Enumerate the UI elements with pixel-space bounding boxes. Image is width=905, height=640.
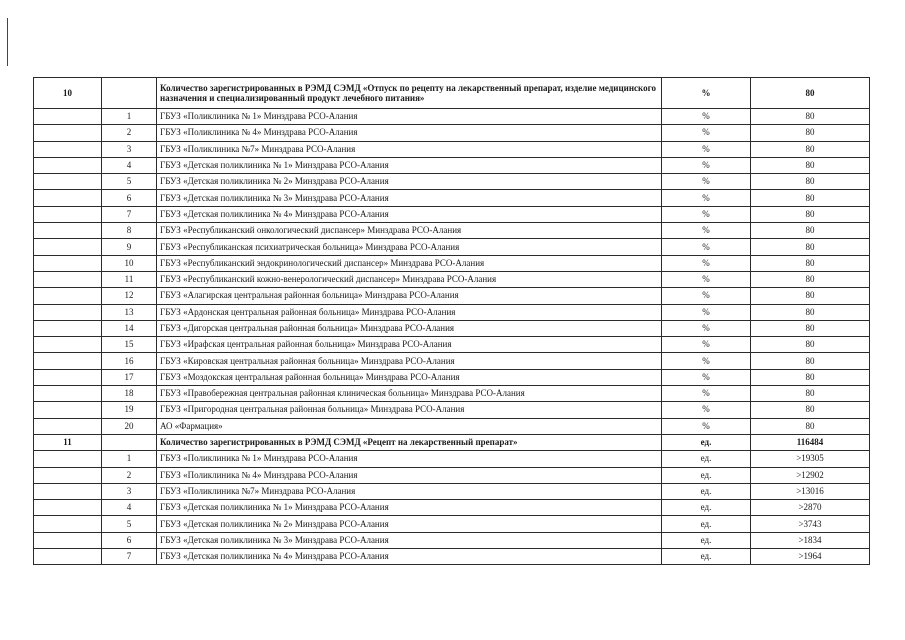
section-title: Количество зарегистрированных в РЭМД СЭМД «Отпуск по рецепту на лекарственный препарат, изделие медицинского назначения и специализированный продукт лечебного питания» [157,78,662,109]
table-row [34,418,870,434]
organization-name: ГБУЗ «Поликлиника № 4» Минздрава РСО-Алания [157,125,662,141]
row-unit: ед. [662,467,751,483]
section-number: 10 [34,78,102,109]
row-value: >1834 [751,532,870,548]
row-number: 7 [102,549,157,565]
organization-name: ГБУЗ «Детская поликлиника № 4» Минздрава РСО-Алания [157,549,662,565]
row-value: 80 [751,418,870,434]
row-value: >2870 [751,500,870,516]
row-unit: ед. [662,516,751,532]
organization-name: ГБУЗ «Поликлиника № 1» Минздрава РСО-Алания [157,451,662,467]
table-row [34,353,870,369]
row-number: 14 [102,320,157,336]
row-value: 80 [751,288,870,304]
row-unit: % [662,320,751,336]
row-unit: % [662,255,751,271]
row-number: 10 [102,255,157,271]
organization-name: АО «Фармация» [157,418,662,434]
row-value: >13016 [751,483,870,499]
row-value: 80 [751,157,870,173]
row-value: >1964 [751,549,870,565]
row-number: 13 [102,304,157,320]
section-unit: % [662,78,751,109]
row-number: 18 [102,386,157,402]
table-row [34,271,870,287]
table-row [34,109,870,125]
section-header-row [34,78,870,109]
organization-name: ГБУЗ «Детская поликлиника № 4» Минздрава РСО-Алания [157,206,662,222]
main-number-empty [34,255,102,271]
row-number: 5 [102,516,157,532]
main-number-empty [34,288,102,304]
row-unit: % [662,109,751,125]
row-number: 3 [102,141,157,157]
main-number-empty [34,271,102,287]
table-row [34,255,870,271]
row-unit: ед. [662,451,751,467]
row-value: 80 [751,223,870,239]
sub-number-empty [102,78,157,109]
main-number-empty [34,320,102,336]
table-row [34,532,870,548]
organization-name: ГБУЗ «Детская поликлиника № 3» Минздрава РСО-Алания [157,190,662,206]
main-number-empty [34,467,102,483]
row-value: 80 [751,174,870,190]
row-value: 80 [751,125,870,141]
table-row [34,125,870,141]
organization-name: ГБУЗ «Детская поликлиника № 1» Минздрава РСО-Алания [157,157,662,173]
table-row [34,516,870,532]
organization-name: ГБУЗ «Республиканский кожно-венерологический диспансер» Минздрава РСО-Алания [157,271,662,287]
organization-name: ГБУЗ «Дигорская центральная районная больница» Минздрава РСО-Алания [157,320,662,336]
main-number-empty [34,532,102,548]
row-unit: % [662,418,751,434]
row-value: >19305 [751,451,870,467]
row-value: 80 [751,206,870,222]
row-number: 19 [102,402,157,418]
organization-name: ГБУЗ «Детская поликлиника № 3» Минздрава РСО-Алания [157,532,662,548]
table-row [34,337,870,353]
table-row [34,206,870,222]
row-number: 3 [102,483,157,499]
row-unit: % [662,337,751,353]
row-unit: % [662,141,751,157]
row-value: 80 [751,369,870,385]
row-value: 80 [751,239,870,255]
row-number: 12 [102,288,157,304]
row-number: 15 [102,337,157,353]
table-row [34,288,870,304]
row-unit: ед. [662,500,751,516]
main-number-empty [34,157,102,173]
row-value: >3743 [751,516,870,532]
row-unit: ед. [662,532,751,548]
organization-name: ГБУЗ «Алагирская центральная районная больница» Минздрава РСО-Алания [157,288,662,304]
table-row [34,451,870,467]
organization-name: ГБУЗ «Поликлиника №7» Минздрава РСО-Алания [157,141,662,157]
row-unit: % [662,402,751,418]
main-number-empty [34,516,102,532]
row-unit: % [662,125,751,141]
main-number-empty [34,451,102,467]
row-number: 2 [102,467,157,483]
row-unit: ед. [662,483,751,499]
organization-name: ГБУЗ «Детская поликлиника № 2» Минздрава РСО-Алания [157,174,662,190]
section-value: 80 [751,78,870,109]
row-number: 2 [102,125,157,141]
section-title: Количество зарегистрированных в РЭМД СЭМД «Рецепт на лекарственный препарат» [157,434,662,450]
row-unit: % [662,157,751,173]
main-number-empty [34,141,102,157]
row-value: 80 [751,402,870,418]
organization-name: ГБУЗ «Поликлиника № 1» Минздрава РСО-Алания [157,109,662,125]
row-number: 17 [102,369,157,385]
main-number-empty [34,239,102,255]
table-row [34,402,870,418]
main-number-empty [34,418,102,434]
row-value: 80 [751,386,870,402]
section-header-row [34,434,870,450]
table-row [34,500,870,516]
table-row [34,174,870,190]
row-unit: % [662,288,751,304]
row-number: 7 [102,206,157,222]
row-unit: % [662,304,751,320]
table-row [34,190,870,206]
main-number-empty [34,337,102,353]
table-row [34,549,870,565]
row-number: 4 [102,500,157,516]
table-row [34,239,870,255]
organization-name: ГБУЗ «Кировская центральная районная больница» Минздрава РСО-Алания [157,353,662,369]
row-unit: % [662,239,751,255]
row-value: >12902 [751,467,870,483]
organization-name: ГБУЗ «Детская поликлиника № 2» Минздрава РСО-Алания [157,516,662,532]
organization-name: ГБУЗ «Поликлиника №7» Минздрава РСО-Алания [157,483,662,499]
row-value: 80 [751,353,870,369]
organization-name: ГБУЗ «Ардонская центральная районная больница» Минздрава РСО-Алания [157,304,662,320]
organization-name: ГБУЗ «Республиканский онкологический диспансер» Минздрава РСО-Алания [157,223,662,239]
row-number: 1 [102,109,157,125]
row-number: 16 [102,353,157,369]
organization-name: ГБУЗ «Ирафская центральная районная больница» Минздрава РСО-Алания [157,337,662,353]
table-body [34,78,870,565]
main-number-empty [34,304,102,320]
main-number-empty [34,500,102,516]
row-value: 80 [751,304,870,320]
row-unit: % [662,386,751,402]
row-value: 80 [751,320,870,336]
section-value: 116484 [751,434,870,450]
main-number-empty [34,109,102,125]
main-number-empty [34,223,102,239]
row-unit: % [662,369,751,385]
row-value: 80 [751,141,870,157]
main-number-empty [34,174,102,190]
organization-name: ГБУЗ «Правобережная центральная районная клиническая больница» Минздрава РСО-Алания [157,386,662,402]
section-unit: ед. [662,434,751,450]
row-value: 80 [751,255,870,271]
organization-name: ГБУЗ «Детская поликлиника № 1» Минздрава РСО-Алания [157,500,662,516]
row-unit: % [662,271,751,287]
table-row [34,386,870,402]
organization-name: ГБУЗ «Республиканская психиатрическая больница» Минздрава РСО-Алания [157,239,662,255]
row-number: 5 [102,174,157,190]
table-row [34,320,870,336]
row-value: 80 [751,109,870,125]
row-value: 80 [751,190,870,206]
row-number: 11 [102,271,157,287]
row-number: 6 [102,532,157,548]
main-number-empty [34,402,102,418]
row-number: 4 [102,157,157,173]
indicators-table [33,77,870,565]
table-row [34,223,870,239]
table-row [34,483,870,499]
main-number-empty [34,190,102,206]
organization-name: ГБУЗ «Пригородная центральная районная больница» Минздрава РСО-Алания [157,402,662,418]
row-unit: % [662,206,751,222]
organization-name: ГБУЗ «Поликлиника № 4» Минздрава РСО-Алания [157,467,662,483]
table-row [34,304,870,320]
table-row [34,141,870,157]
row-number: 9 [102,239,157,255]
row-unit: % [662,223,751,239]
main-number-empty [34,386,102,402]
row-number: 8 [102,223,157,239]
sub-number-empty [102,434,157,450]
organization-name: ГБУЗ «Республиканский эндокринологический диспансер» Минздрава РСО-Алания [157,255,662,271]
main-number-empty [34,549,102,565]
row-unit: % [662,353,751,369]
margin-mark [7,18,8,66]
main-number-empty [34,353,102,369]
section-number: 11 [34,434,102,450]
main-number-empty [34,125,102,141]
main-number-empty [34,206,102,222]
row-number: 6 [102,190,157,206]
main-number-empty [34,369,102,385]
row-value: 80 [751,337,870,353]
table-row [34,157,870,173]
organization-name: ГБУЗ «Моздокская центральная районная больница» Минздрава РСО-Алания [157,369,662,385]
row-number: 20 [102,418,157,434]
row-unit: ед. [662,549,751,565]
row-value: 80 [751,271,870,287]
row-unit: % [662,190,751,206]
row-unit: % [662,174,751,190]
row-number: 1 [102,451,157,467]
table-row [34,467,870,483]
table-row [34,369,870,385]
main-number-empty [34,483,102,499]
